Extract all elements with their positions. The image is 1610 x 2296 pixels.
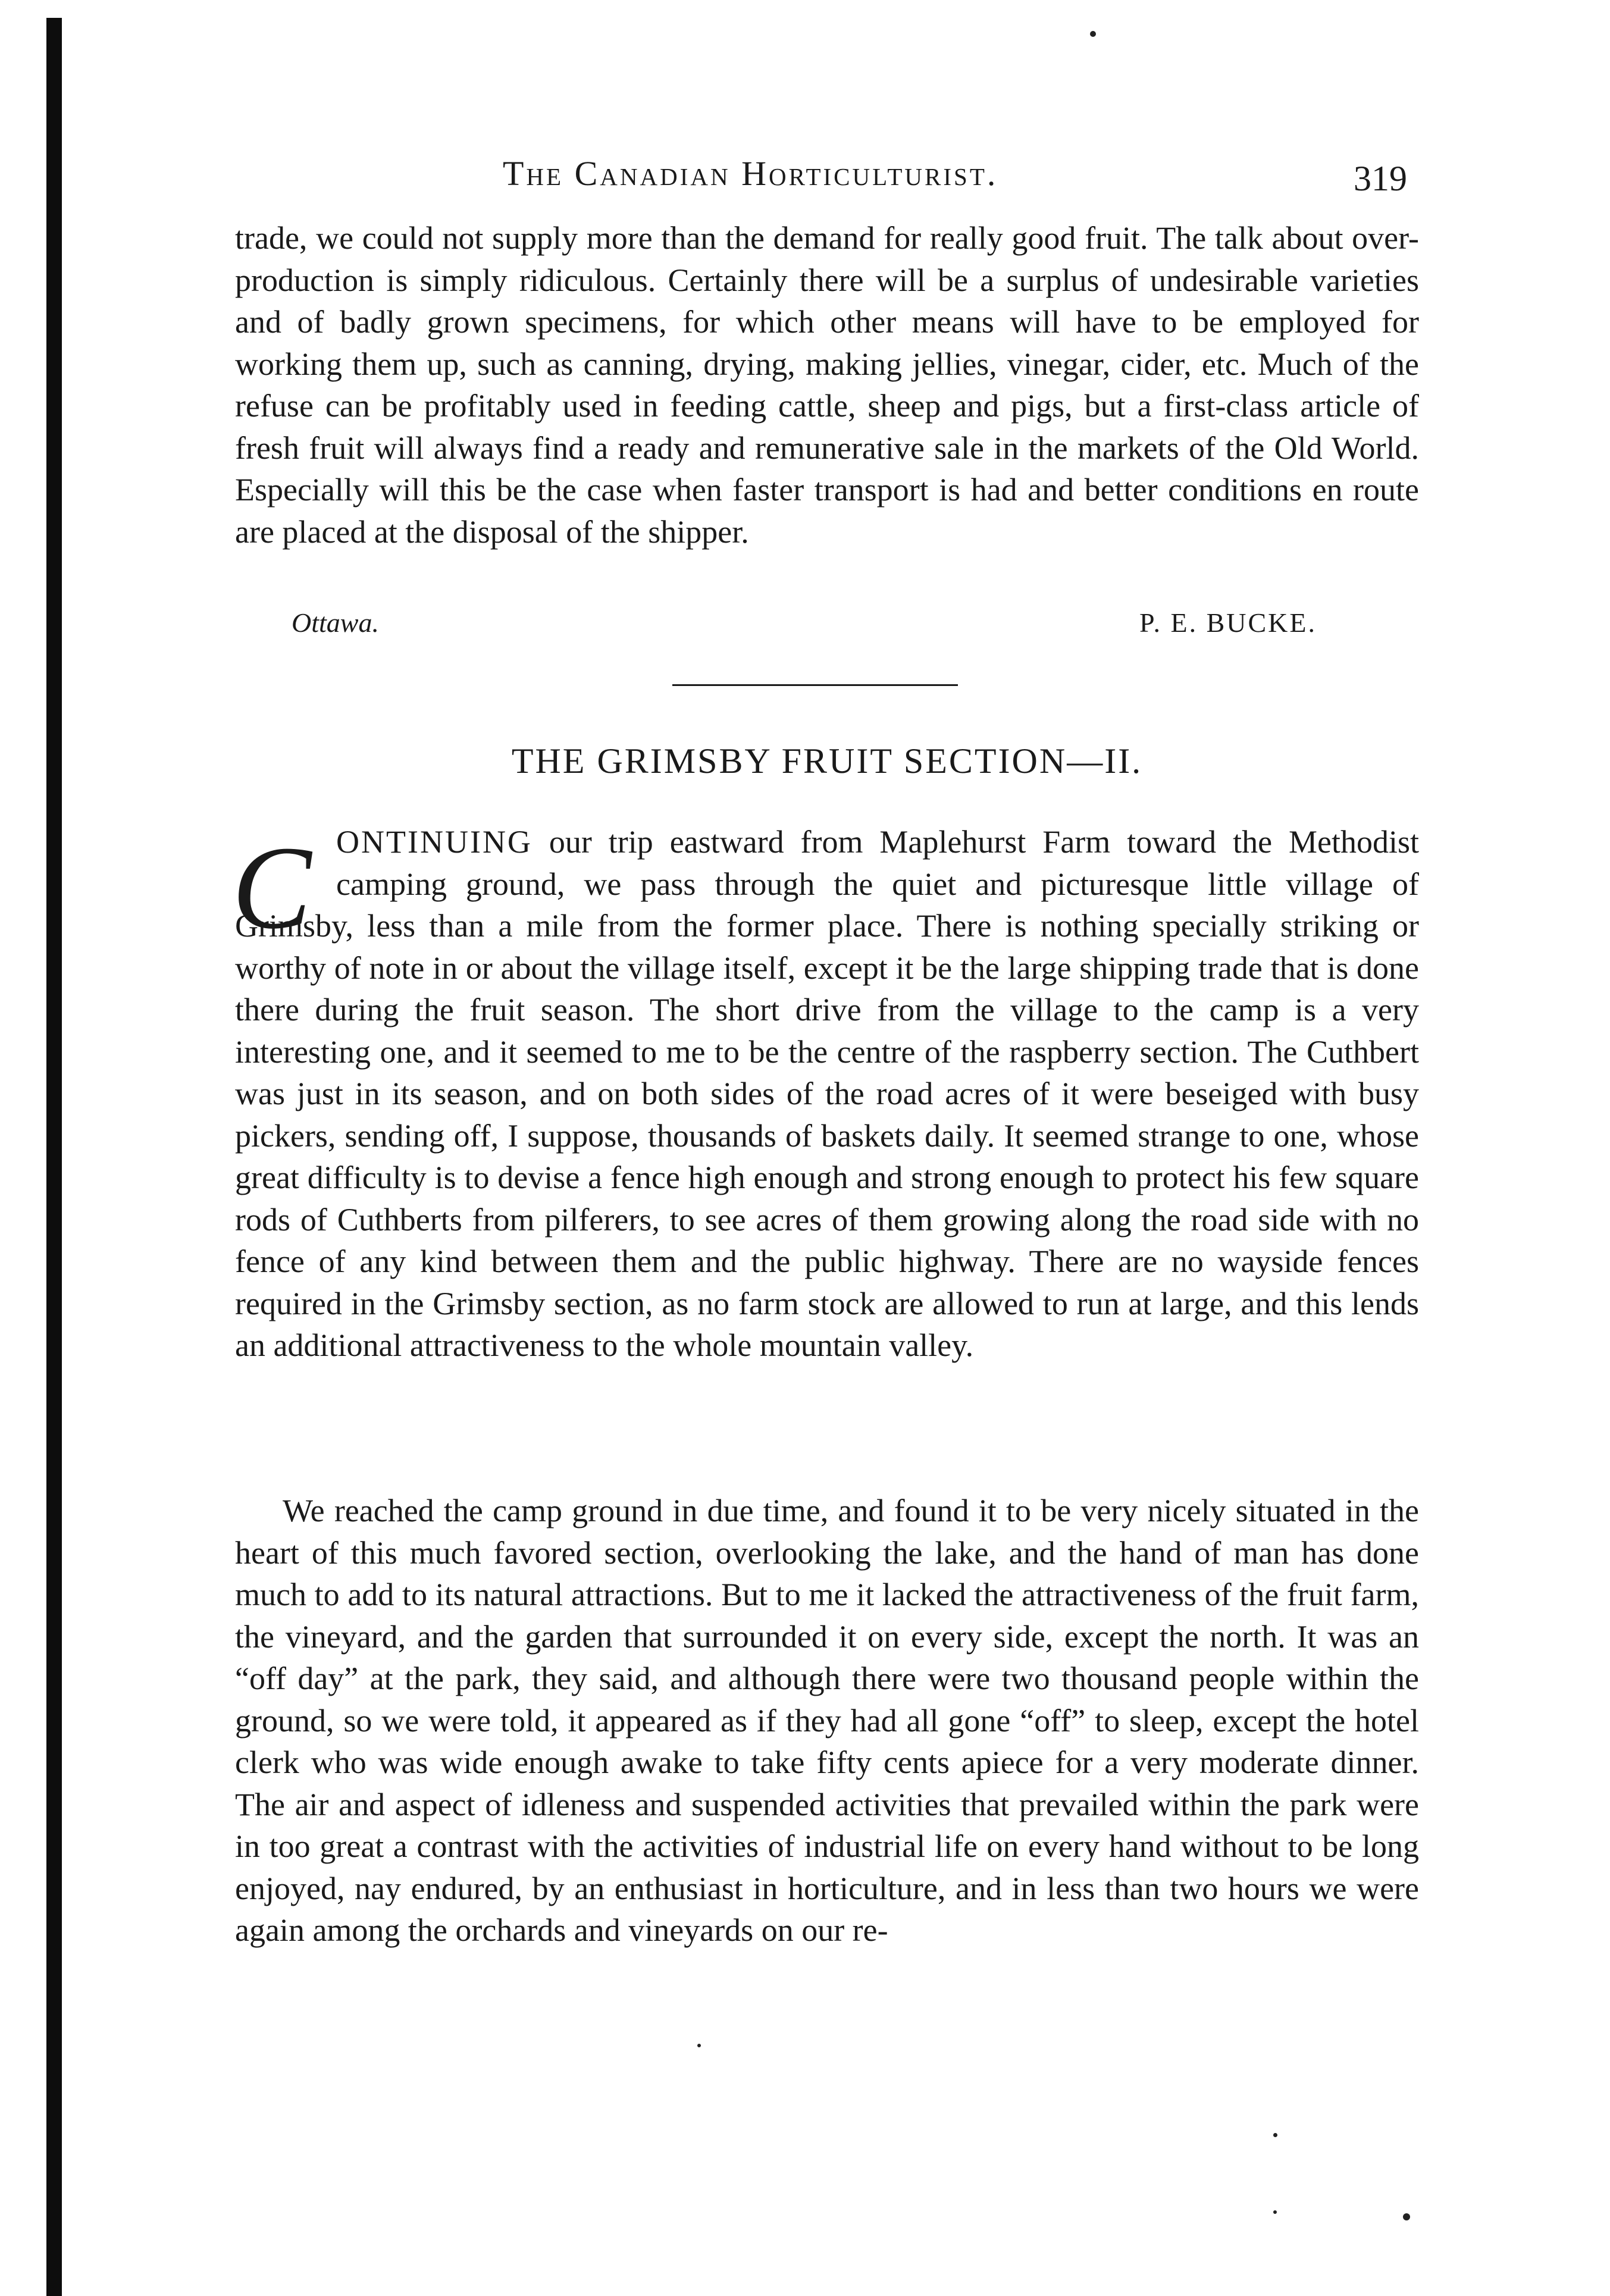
running-title: The Canadian Horticulturist. <box>503 154 998 193</box>
page-binding-edge <box>46 18 62 2296</box>
scan-speck <box>1090 31 1096 37</box>
scan-speck <box>1403 2213 1410 2220</box>
drop-cap-space <box>235 821 336 905</box>
article-paragraph-1 <box>235 821 1419 1367</box>
previous-article-closing-paragraph: trade, we could not supply more than the demand for really good fruit. The talk about over-production is simply ridiculous. Certainly there will be a surplus of undesirable varieties and of badly grown specimens, for which other means will have to be employed for working them up, such as canning, drying, making jellies, vinegar, cider, etc. Much of the refuse can be profitably used in feeding cattle, sheep and pigs, but a first-class article of fresh fruit will always find a ready and remunerative sale in the markets of the Old World. Especially will this be the case when faster transport is had and better conditions en route are placed at the disposal of the shipper. <box>235 220 1419 550</box>
paragraph-1-text: our trip eastward from Maplehurst Farm toward the Methodist camping ground, we pass through the quiet and picturesque little village of Grimsby, less than a mile from the former place. There is nothing specially striking or worthy of note in or about the village itself, except it be the large shipping trade that is done there during the fruit season. The short drive from the village to the camp is a very interesting one, and it seemed to me to be the centre of the raspberry section. The Cuthbert was just in its season, and on both sides of the road acres of it were beseiged with busy pickers, sending off, I suppose, thousands of baskets daily. It seemed strange to one, whose great difficulty is to devise a fence high enough and strong enough to protect his few square rods of Cuthberts from pilferers, to see acres of them growing along the road side with no fence of any kind between them and the public highway. There are no wayside fences required in the Grimsby section, as no farm stock are allowed to run at large, and this lends an additional attractiveness to the whole mountain valley. <box>235 824 1419 1363</box>
scan-speck <box>1273 2133 1277 2137</box>
signature-author: P. E. BUCKE. <box>1139 607 1317 638</box>
scan-speck <box>1273 2210 1277 2214</box>
article-paragraph-2: We reached the camp ground in due time, and found it to be very nicely situated in the heart of this much favored section, overlooking the lake, and the hand of man has done much to add to its natural attractions. But to me it lacked the attractiveness of the fruit farm, the vineyard, and the garden that surrounded it on every side, except the north. It was an “off day” at the park, they said, and although there were two thousand people within the ground, so we were told, it appeared as if they had all gone “off” to sleep, except the hotel clerk who was wide enough awake to take fifty cents apiece for a very moderate dinner. The air and aspect of idleness and suspended activities that prevailed within the park were in too great a contrast with the activities of industrial life on every hand without to be long enjoyed, nay endured, by an enthusiast in horticulture, and in less than two hours we were again among the orchards and vineyards on our re- <box>235 1493 1419 1948</box>
running-head <box>235 154 1419 207</box>
opening-word: ONTINUING <box>336 824 533 860</box>
section-divider <box>672 684 958 686</box>
article-title: THE GRIMSBY FRUIT SECTION—II. <box>511 741 1143 781</box>
scan-speck <box>697 2044 701 2047</box>
signature-place: Ottawa. <box>292 607 379 638</box>
page-number: 319 <box>1354 159 1407 198</box>
drop-cap: C <box>232 822 312 954</box>
